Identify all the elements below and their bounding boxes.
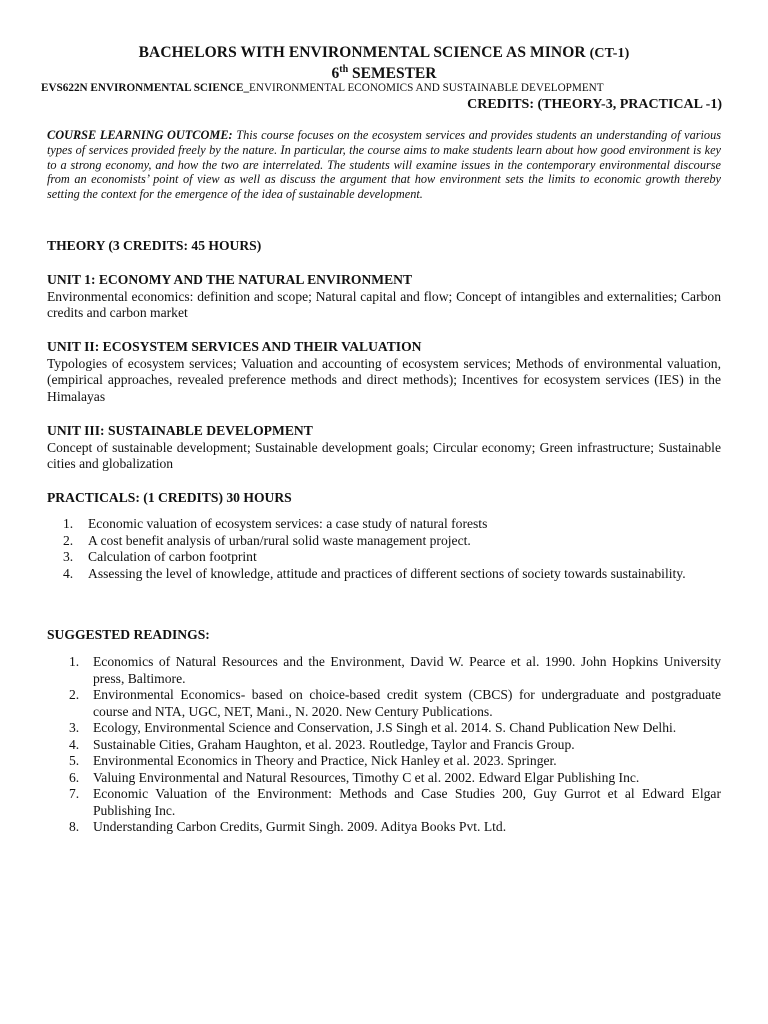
item-text: Calculation of carbon footprint xyxy=(88,549,257,564)
semester-number: 6 xyxy=(331,65,340,83)
readings-list xyxy=(47,654,721,836)
document-title xyxy=(0,44,768,62)
unit-1-text: Environmental economics: definition and scope; Natural capital and flow; Concept of intangibles and externalities; Carbon credits and carbon market xyxy=(47,288,721,320)
course-code: EVS622N ENVIRONMENTAL SCIENCE_ xyxy=(41,82,250,94)
unit-3 xyxy=(47,423,721,473)
item-number: 1. xyxy=(63,516,74,531)
item-text: Understanding Carbon Credits, Gurmit Singh. 2009. Aditya Books Pvt. Ltd. xyxy=(93,819,507,834)
item-text: Sustainable Cities, Graham Haughton, et al. 2023. Routledge, Taylor and Francis Group. xyxy=(93,736,575,752)
unit-2-heading: UNIT II: ECOSYSTEM SERVICES AND THEIR VALUATION xyxy=(47,339,422,354)
list-item xyxy=(47,770,721,787)
item-number: 2. xyxy=(63,532,74,548)
list-item xyxy=(47,516,721,533)
course-title: ENVIRONMENTAL ECONOMICS AND SUSTAINABLE DEVELOPMENT xyxy=(249,82,604,94)
course-outcome xyxy=(47,128,721,202)
unit-2-text: Typologies of ecosystem services; Valuation and accounting of ecosystem services; Methods of environmental valuation, (empirical approaches, revealed preference methods and direct methods); Incentives for ecosystem services (IES) in the Himalayas xyxy=(47,355,721,404)
unit-3-text: Concept of sustainable development; Sustainable development goals; Circular economy; Green infrastructure; Sustainable cities and globalization xyxy=(47,439,721,471)
list-item xyxy=(47,566,721,583)
outcome-text: This course focuses on the ecosystem services and provides students an understanding of various types of services provided freely by the nature. In particular, the course aims to make students learn about how good environment is key to a strong economy, and how the two are interrelated. The students will examine issues in the contemporary environmental discourse from an economists’ point of view as well as discuss the argument that how environment sets the limits to economic growth thereby setting the context for the emergence of the idea of sustainable development. xyxy=(47,128,722,202)
unit-1 xyxy=(47,272,721,322)
item-text: Economic Valuation of the Environment: Methods and Case Studies 200, Guy Gurrot et al Edward Elgar Publishing Inc. xyxy=(93,786,721,818)
semester-heading xyxy=(0,64,768,83)
item-number: 3. xyxy=(63,549,74,564)
item-number: 8. xyxy=(69,819,80,834)
list-item xyxy=(47,819,721,836)
outcome-label: COURSE LEARNING OUTCOME: xyxy=(47,128,233,142)
list-item xyxy=(47,533,721,550)
item-number: 1. xyxy=(69,654,80,669)
item-number: 7. xyxy=(69,786,80,801)
unit-2 xyxy=(47,339,721,405)
title-code: (CT-1) xyxy=(589,46,630,61)
item-text: Environmental Economics- based on choice-based credit system (CBCS) for undergraduate and postgraduate course and NTA, UGC, NET, Mani., N. 2020. New Century Publications. xyxy=(93,687,721,719)
unit-3-heading: UNIT III: SUSTAINABLE DEVELOPMENT xyxy=(47,423,313,438)
item-text: Assessing the level of knowledge, attitude and practices of different sections of society towards sustainability. xyxy=(88,565,686,581)
semester-word: SEMESTER xyxy=(352,65,437,83)
list-item xyxy=(47,687,721,720)
item-text: Valuing Environmental and Natural Resources, Timothy C et al. 2002. Edward Elgar Publishing Inc. xyxy=(93,769,640,785)
item-number: 3. xyxy=(69,720,80,735)
list-item xyxy=(47,786,721,819)
credits-line: CREDITS: (THEORY-3, PRACTICAL -1) xyxy=(467,97,722,112)
list-item xyxy=(47,654,721,687)
title-main: BACHELORS WITH ENVIRONMENTAL SCIENCE AS MINOR xyxy=(138,44,586,61)
item-text: Economic valuation of ecosystem services: a case study of natural forests xyxy=(88,516,488,531)
semester-suffix: th xyxy=(339,64,349,75)
practicals-heading: PRACTICALS: (1 CREDITS) 30 HOURS xyxy=(47,490,292,505)
unit-1-heading: UNIT 1: ECONOMY AND THE NATURAL ENVIRONMENT xyxy=(47,272,413,287)
item-number: 4. xyxy=(69,736,80,752)
list-item xyxy=(47,720,721,737)
list-item xyxy=(47,737,721,754)
item-number: 4. xyxy=(63,565,74,581)
item-text: A cost benefit analysis of urban/rural solid waste management project. xyxy=(88,532,471,548)
list-item xyxy=(47,549,721,566)
practicals-list xyxy=(47,516,721,582)
course-line xyxy=(41,82,741,94)
item-text: Ecology, Environmental Science and Conservation, J.S Singh et al. 2014. S. Chand Publication New Delhi. xyxy=(93,720,677,735)
item-number: 2. xyxy=(69,687,80,702)
readings-heading: SUGGESTED READINGS: xyxy=(47,627,210,642)
list-item xyxy=(47,753,721,770)
item-number: 5. xyxy=(69,753,80,768)
item-text: Economics of Natural Resources and the Environment, David W. Pearce et al. 1990. John Hopkins University press, Baltimore. xyxy=(93,654,721,686)
theory-heading: THEORY (3 CREDITS: 45 HOURS) xyxy=(47,238,262,253)
item-text: Environmental Economics in Theory and Practice, Nick Hanley et al. 2023. Springer. xyxy=(93,753,557,768)
item-number: 6. xyxy=(69,769,80,785)
